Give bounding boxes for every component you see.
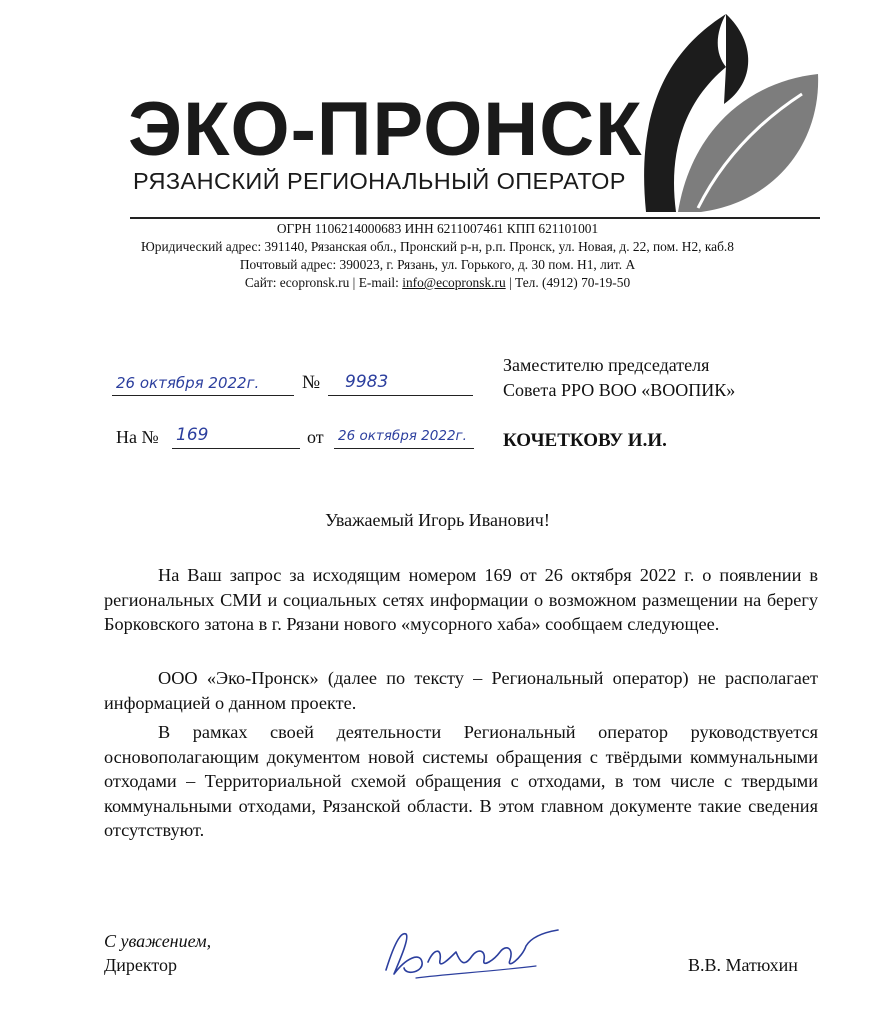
company-logo-title: ЭКО-ПРОНСК	[128, 87, 643, 172]
contacts-line	[0, 276, 875, 289]
company-requisites: ОГРН 1106214000683 ИНН 6211007461 КПП 621101001	[276, 221, 599, 236]
legal-address: Юридический адрес: 391140, Рязанская обл., Пронский р-н, р.п. Пронск, ул. Новая, д. 22, пом. Н2, каб.8	[141, 239, 734, 254]
email-link[interactable]: info@ecopronsk.ru	[402, 275, 506, 290]
reply-number-line	[172, 448, 300, 449]
closing-phrase: С уважением,	[104, 931, 212, 951]
reply-date-line	[334, 448, 474, 449]
reply-from-label: от	[307, 427, 324, 447]
outgoing-number-line	[328, 395, 473, 396]
addressee-organization: Совета РРО ВОО «ВООПИК»	[503, 380, 736, 400]
postal-address: Почтовый адрес: 390023, г. Рязань, ул. Горького, д. 30 пом. Н1, лит. А	[239, 257, 636, 272]
leaf-logo-icon	[606, 12, 821, 222]
reply-number-handwritten: 169	[176, 425, 209, 445]
addressee-name: КОЧЕТКОВУ И.И.	[503, 430, 667, 451]
header-divider	[130, 217, 820, 219]
signer-name: В.В. Матюхин	[688, 955, 798, 975]
greeting: Уважаемый Игорь Иванович!	[325, 510, 550, 530]
outgoing-date-handwritten: 26 октября 2022г.	[116, 374, 260, 392]
paragraph-2: ООО «Эко-Пронск» (далее по тексту – Региональный оператор) не располагает информацией о данном проекте.	[104, 668, 818, 713]
paragraph-1: На Ваш запрос за исходящим номером 169 от 26 октября 2022 г. о появлении в региональных СМИ и социальных сетях информации о возможном размещении на берегу Борковского затона в г. Рязани нового «мусорного хаба» сообщаем следующее.	[104, 565, 818, 634]
contacts-prefix: Сайт: ecopronsk.ru | E-mail:	[244, 275, 403, 290]
reply-date-handwritten: 26 октября 2022г.	[338, 428, 467, 444]
company-logo-subtitle: РЯЗАНСКИЙ РЕГИОНАЛЬНЫЙ ОПЕРАТОР	[133, 168, 626, 194]
signer-position: Директор	[104, 955, 178, 975]
outgoing-number-sign: №	[302, 372, 321, 393]
outgoing-number-handwritten: 9983	[345, 372, 389, 392]
addressee-position: Заместителю председателя	[503, 355, 710, 375]
paragraph-3: В рамках своей деятельности Региональный оператор руководствуется основополагающим документом новой системы обращения с твёрдыми коммунальными отходами – Территориальной схемой обращения с отходами, в том числе с твердыми коммунальными отходами, Рязанской области. В этом главном документе такие сведения отсутствуют.	[104, 722, 818, 840]
handwritten-signature	[376, 918, 566, 988]
outgoing-date-line	[112, 395, 294, 396]
reply-number-label: На №	[116, 427, 159, 447]
contacts-suffix: | Тел. (4912) 70-19-50	[505, 275, 631, 290]
